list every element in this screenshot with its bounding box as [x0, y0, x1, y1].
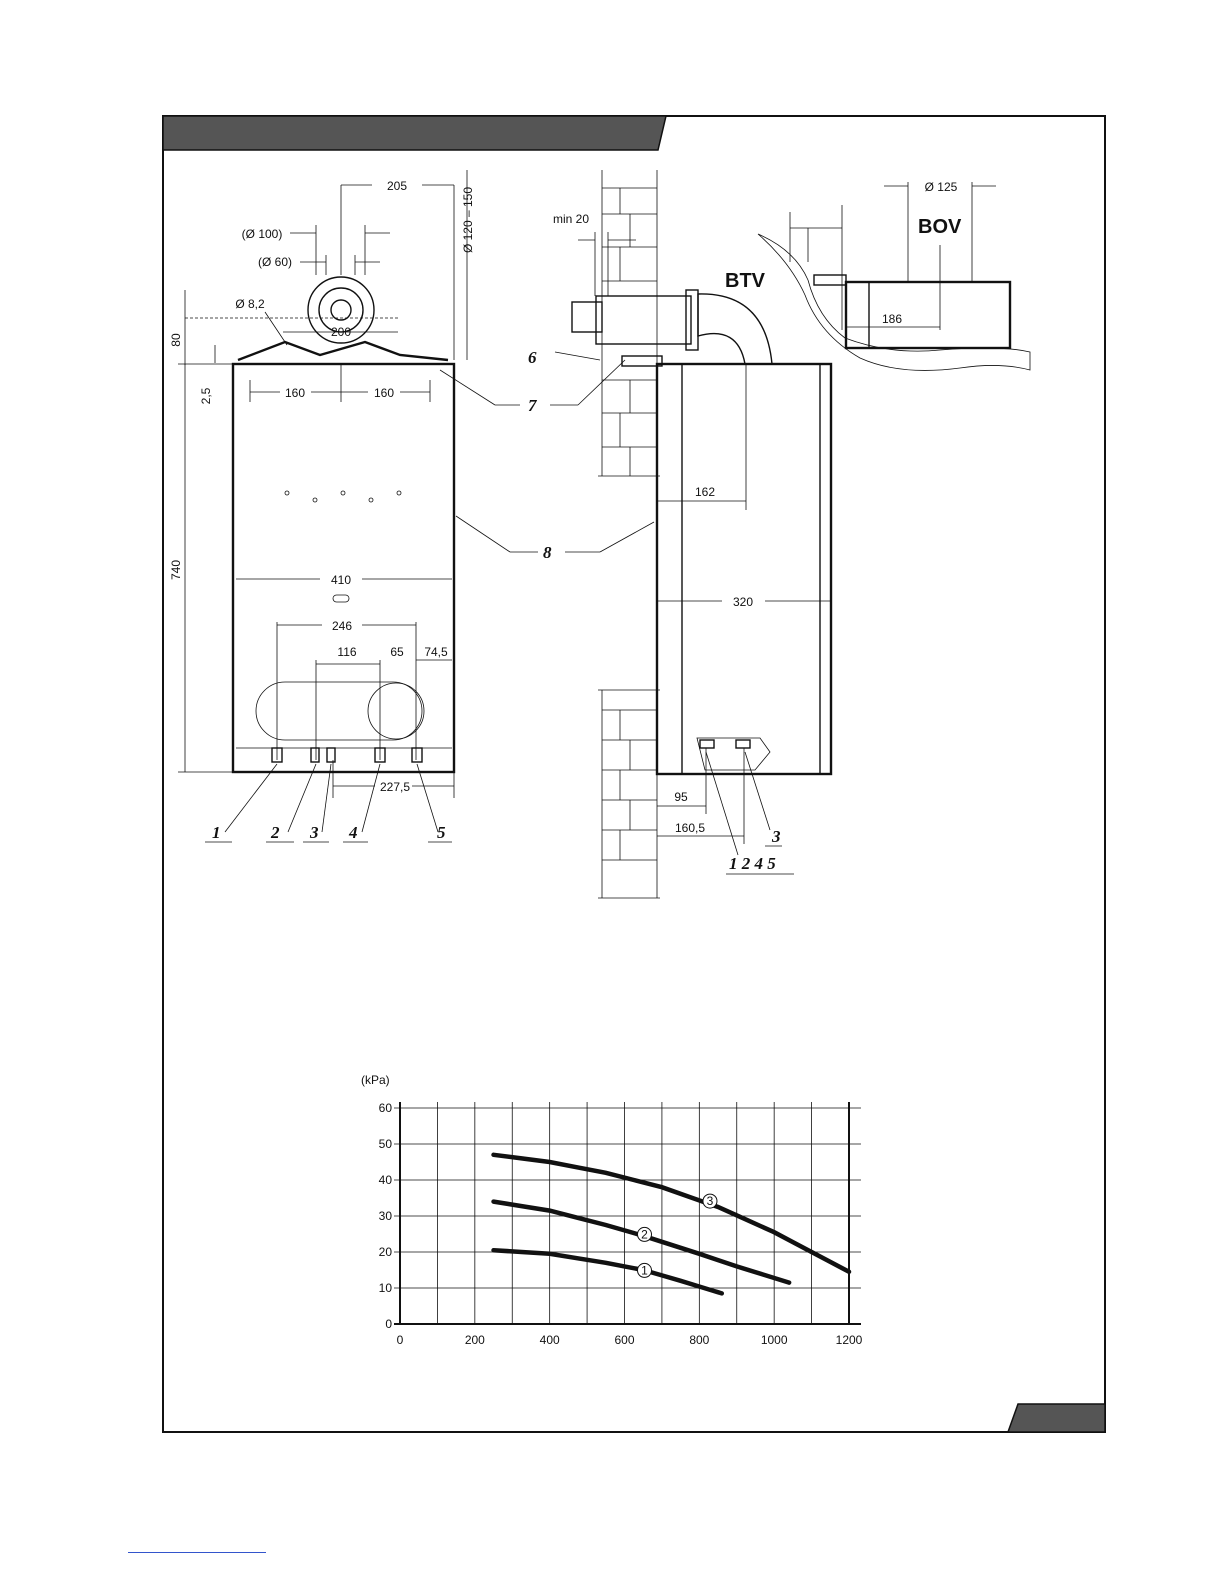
dim-80: 80 — [169, 333, 183, 347]
callout-1245: 1 2 4 5 — [729, 854, 776, 873]
callout-3: 3 — [310, 823, 319, 842]
side-view — [440, 170, 831, 898]
front-lower-shape — [256, 682, 422, 740]
chart-x-tick-label: 800 — [689, 1333, 710, 1347]
dim-inner-dia: (Ø 60) — [257, 255, 293, 269]
callout-8: 8 — [543, 543, 552, 562]
chart-series-line-1 — [494, 1250, 722, 1293]
dim-95: 95 — [674, 790, 688, 804]
dim-flue-range: Ø 120 – 150 — [461, 186, 475, 254]
callout-3-side: 3 — [772, 827, 781, 846]
label-btv: BTV — [725, 270, 765, 292]
callout-7: 7 — [528, 396, 537, 415]
dim-227-5: 227,5 — [379, 780, 411, 794]
chart-y-tick-label: 20 — [378, 1245, 392, 1259]
chart-y-tick-label: 30 — [378, 1209, 392, 1223]
front-view — [169, 170, 475, 842]
chart-ticks — [379, 1101, 863, 1347]
pressure-chart — [361, 1073, 863, 1347]
boiler-body-front — [233, 364, 454, 772]
chart-x-tick-label: 600 — [614, 1333, 635, 1347]
dim-74-5: 74,5 — [424, 645, 448, 659]
header-band — [163, 116, 666, 150]
boiler-body-side — [657, 364, 831, 774]
flue-pipe — [596, 296, 691, 344]
chart-series-label-3: 3 — [706, 1194, 714, 1209]
connection-stubs — [272, 748, 422, 762]
wall-upper — [598, 170, 660, 476]
callout-5: 5 — [437, 823, 446, 842]
flue-elbow — [698, 294, 772, 364]
dim-160-left: 160 — [284, 386, 306, 400]
dim-2-5: 2,5 — [199, 387, 213, 405]
dim-116: 116 — [337, 645, 357, 659]
chart-y-tick-label: 40 — [378, 1173, 392, 1187]
wall-lower — [598, 690, 660, 898]
dim-205: 205 — [386, 179, 408, 193]
dim-160-5: 160,5 — [674, 821, 706, 835]
bov-body — [846, 282, 1010, 348]
chart-grid — [394, 1102, 861, 1324]
chart-x-tick-label: 1000 — [760, 1333, 788, 1347]
dim-min-20: min 20 — [552, 212, 590, 226]
chart-x-tick-label: 400 — [539, 1333, 560, 1347]
chart-series-label-1: 1 — [641, 1263, 648, 1278]
chart-y-tick-label: 60 — [378, 1101, 392, 1115]
chart-x-tick-label: 1200 — [835, 1333, 863, 1347]
dim-740: 740 — [169, 559, 183, 581]
dim-160-right: 160 — [373, 386, 395, 400]
top-bracket — [238, 342, 448, 360]
dim-65: 65 — [390, 645, 404, 659]
callout-1: 1 — [212, 823, 221, 842]
chart-x-tick-label: 0 — [396, 1333, 404, 1347]
chart-x-tick-label: 200 — [464, 1333, 485, 1347]
dim-outer-dia: (Ø 100) — [241, 227, 283, 241]
chart-y-label: (kPa) — [361, 1073, 390, 1087]
bov-view — [758, 180, 1030, 370]
dim-320: 320 — [732, 595, 754, 609]
callout-2: 2 — [271, 823, 280, 842]
chart-y-tick-label: 50 — [378, 1137, 392, 1151]
dim-dia-125: Ø 125 — [924, 180, 958, 194]
chart-y-tick-label: 0 — [385, 1317, 392, 1331]
chart-y-tick-label: 10 — [378, 1281, 392, 1295]
footer-link-underline[interactable] — [128, 1552, 266, 1553]
dim-162: 162 — [694, 485, 716, 499]
dim-410: 410 — [330, 573, 352, 587]
flue-core-circle — [331, 300, 351, 320]
dim-hole-dia: Ø 8,2 — [235, 297, 265, 311]
dim-200: 200 — [330, 325, 352, 339]
callout-6: 6 — [528, 348, 537, 367]
label-bov: BOV — [918, 216, 962, 238]
dim-246: 246 — [331, 619, 353, 633]
chart-series-label-2: 2 — [641, 1227, 648, 1242]
dim-186: 186 — [881, 312, 903, 326]
footer-tab — [1008, 1404, 1105, 1432]
callout-4: 4 — [349, 823, 358, 842]
chart-series — [494, 1155, 849, 1294]
